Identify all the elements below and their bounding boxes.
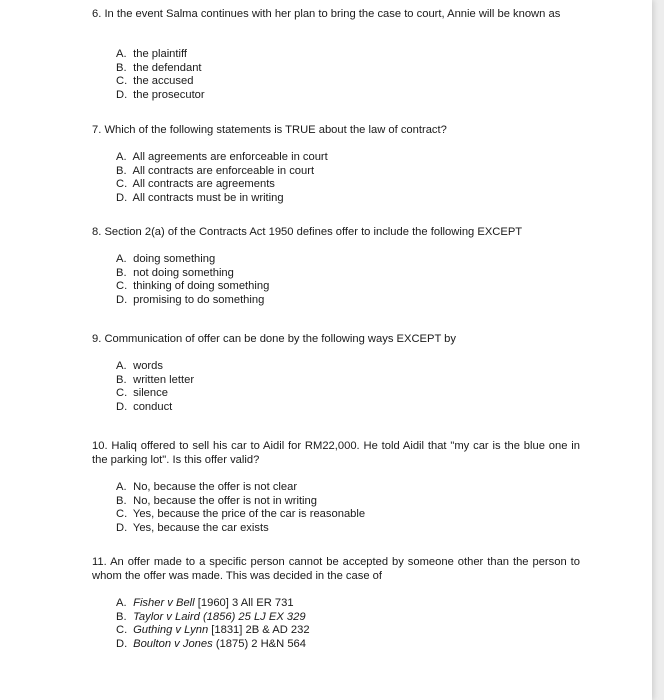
option-8b: B. not doing something (116, 266, 234, 279)
option-6b: B. the defendant (116, 61, 202, 74)
option-6d: D. the prosecutor (116, 88, 205, 101)
option-9c: C. silence (116, 387, 168, 400)
option-11a: A. Fisher v Bell [1960] 3 All ER 731 (116, 597, 294, 609)
option-10a: A. No, because the offer is not clear (116, 481, 298, 493)
option-7b: B. All contracts are enforceable in court (116, 164, 315, 177)
option-7a: A. All agreements are enforceable in court (116, 151, 328, 163)
option-6c: C. the accused (116, 75, 194, 88)
question-6-options (116, 48, 205, 102)
option-8a: A. doing something (116, 253, 216, 265)
question-9-options (116, 360, 194, 414)
option-9a: A. words (116, 360, 163, 372)
option-8c: C. thinking of doing something (116, 280, 270, 293)
option-11d: D. Boulton v Jones (1875) 2 H&N 564 (116, 637, 307, 650)
question-11-options (116, 597, 310, 651)
question-10-options (116, 481, 365, 535)
question-9-stem: 9. Communication of offer can be done by the following ways EXCEPT by (92, 333, 456, 345)
question-8-stem: 8. Section 2(a) of the Contracts Act 1950 defines offer to include the following EXCEPT (92, 226, 523, 238)
option-6a: A. the plaintiff (116, 48, 188, 60)
option-10d: D. Yes, because the car exists (116, 521, 269, 534)
question-8-options (116, 253, 269, 307)
option-10b: B. No, because the offer is not in writing (116, 494, 317, 507)
option-8d: D. promising to do something (116, 293, 265, 306)
option-10c: C. Yes, because the price of the car is reasonable (116, 508, 366, 521)
option-11c: C. Guthing v Lynn [1831] 2B & AD 232 (116, 624, 310, 637)
question-6-stem: 6. In the event Salma continues with her plan to bring the case to court, Annie will be known as (92, 8, 561, 20)
question-7-options (116, 151, 328, 205)
option-9d: D. conduct (116, 400, 173, 413)
question-11-stem: 11. An offer made to a specific person cannot be accepted by someone other than the person to whom the offer was made. This was decided in the case of (92, 556, 580, 582)
question-7-stem: 7. Which of the following statements is TRUE about the law of contract? (92, 124, 447, 136)
option-7d: D. All contracts must be in writing (116, 191, 284, 204)
option-11b: B. Taylor v Laird (1856) 25 LJ EX 329 (116, 610, 306, 623)
option-7c: C. All contracts are agreements (116, 178, 275, 191)
option-9b: B. written letter (116, 373, 195, 386)
question-10-stem: 10. Haliq offered to sell his car to Aidil for RM22,000. He told Aidil that "my car is the blue one in the parking lot". Is this offer valid? (92, 440, 580, 466)
